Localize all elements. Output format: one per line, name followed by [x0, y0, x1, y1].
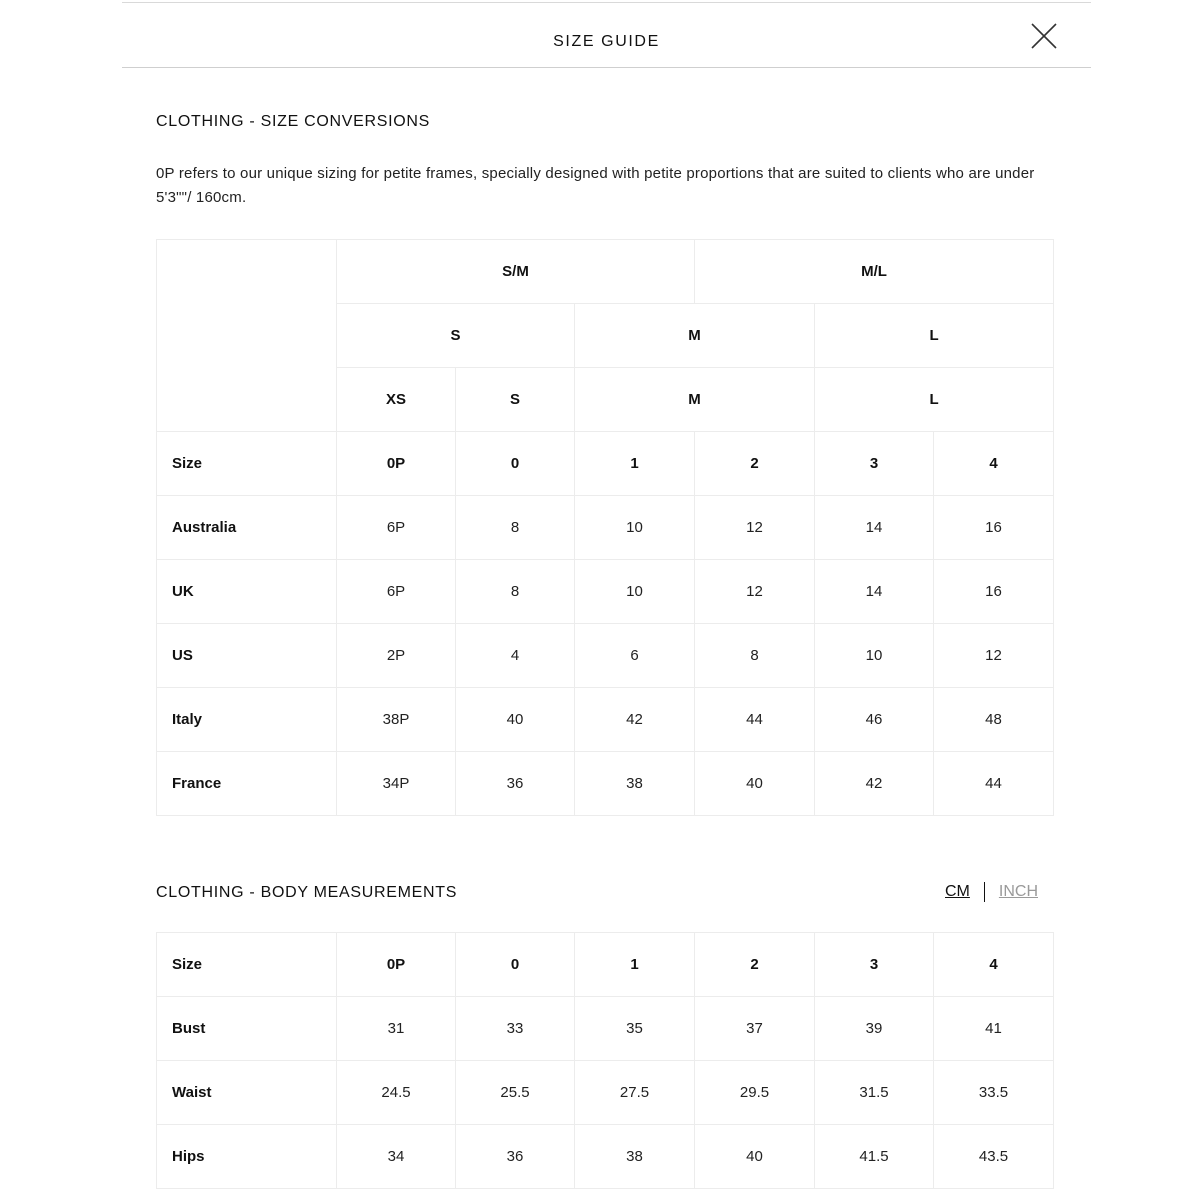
table-cell: 34P	[337, 752, 456, 816]
size-guide-modal	[122, 0, 1091, 1200]
table-cell: 40	[695, 752, 815, 816]
close-button[interactable]	[1029, 21, 1059, 51]
unit-inch-link[interactable]: INCH	[998, 883, 1038, 900]
group-header: M	[575, 304, 815, 368]
size-header-cell: 3	[815, 933, 934, 997]
table-cell: 44	[695, 688, 815, 752]
group-header: M	[575, 368, 815, 432]
table-cell: 10	[815, 624, 934, 688]
row-label: Size	[157, 432, 337, 496]
table-row	[157, 1061, 1054, 1125]
table-cell: 38	[575, 1125, 695, 1189]
table-cell: 6P	[337, 560, 456, 624]
table-cell: 38	[575, 752, 695, 816]
table-cell: 31.5	[815, 1061, 934, 1125]
table-cell: 12	[695, 560, 815, 624]
table-cell: 2P	[337, 624, 456, 688]
table-row	[157, 688, 1054, 752]
size-conversion-table	[156, 239, 1054, 816]
table-cell: 40	[695, 1125, 815, 1189]
table-cell: 8	[695, 624, 815, 688]
table-cell: 10	[575, 560, 695, 624]
close-icon	[1029, 21, 1059, 51]
group-header: S	[337, 304, 575, 368]
table-cell: 44	[934, 752, 1054, 816]
table-cell: 31	[337, 997, 456, 1061]
table-cell: 46	[815, 688, 934, 752]
table-row	[157, 933, 1054, 997]
table-cell: 29.5	[695, 1061, 815, 1125]
size-header-cell: 0P	[337, 933, 456, 997]
table-cell: 8	[456, 560, 575, 624]
group-header: S	[456, 368, 575, 432]
modal-title: SIZE GUIDE	[553, 33, 660, 50]
table-cell: 36	[456, 1125, 575, 1189]
group-header: S/M	[337, 240, 695, 304]
table-row	[157, 624, 1054, 688]
table-cell: 39	[815, 997, 934, 1061]
table-cell: 12	[695, 496, 815, 560]
conversions-section-title: CLOTHING - SIZE CONVERSIONS	[156, 113, 431, 130]
table-cell: 24.5	[337, 1061, 456, 1125]
measurements-section-title: CLOTHING - BODY MEASUREMENTS	[156, 884, 458, 901]
table-row	[157, 240, 1054, 304]
size-header-cell: 0	[456, 432, 575, 496]
table-cell: 25.5	[456, 1061, 575, 1125]
table-cell: 40	[456, 688, 575, 752]
group-header: XS	[337, 368, 456, 432]
body-measurements-table	[156, 932, 1054, 1189]
size-header-cell: 2	[695, 933, 815, 997]
table-cell: 48	[934, 688, 1054, 752]
table-row	[157, 997, 1054, 1061]
size-header-cell: 0P	[337, 432, 456, 496]
table-row	[157, 1125, 1054, 1189]
group-header: M/L	[695, 240, 1054, 304]
table-cell: 14	[815, 560, 934, 624]
table-cell: 37	[695, 997, 815, 1061]
group-header: L	[815, 368, 1054, 432]
table-cell: 41.5	[815, 1125, 934, 1189]
table-cell: 6	[575, 624, 695, 688]
size-header-cell: 4	[934, 432, 1054, 496]
table-cell: 34	[337, 1125, 456, 1189]
table-cell: 14	[815, 496, 934, 560]
table-cell: 38P	[337, 688, 456, 752]
table-cell: 42	[815, 752, 934, 816]
table-cell: 41	[934, 997, 1054, 1061]
table-cell: 6P	[337, 496, 456, 560]
modal-header	[122, 3, 1091, 68]
row-label: France	[157, 752, 337, 816]
unit-toggle	[945, 882, 1038, 902]
row-label: Waist	[157, 1061, 337, 1125]
size-header-cell: 0	[456, 933, 575, 997]
group-header: L	[815, 304, 1054, 368]
unit-cm-link[interactable]: CM	[945, 883, 970, 900]
size-header-cell: 2	[695, 432, 815, 496]
table-row	[157, 496, 1054, 560]
table-cell: 33.5	[934, 1061, 1054, 1125]
table-row	[157, 752, 1054, 816]
table-cell: 33	[456, 997, 575, 1061]
unit-divider	[984, 882, 985, 902]
table-cell: 42	[575, 688, 695, 752]
table-cell: 35	[575, 997, 695, 1061]
table-cell: 10	[575, 496, 695, 560]
table-cell: 4	[456, 624, 575, 688]
size-header-cell: 1	[575, 933, 695, 997]
table-cell: 16	[934, 496, 1054, 560]
table-cell: 43.5	[934, 1125, 1054, 1189]
table-row	[157, 432, 1054, 496]
table-cell: 8	[456, 496, 575, 560]
size-header-cell: 4	[934, 933, 1054, 997]
row-label: Australia	[157, 496, 337, 560]
table-cell: 12	[934, 624, 1054, 688]
table-cell: 27.5	[575, 1061, 695, 1125]
row-label: Hips	[157, 1125, 337, 1189]
size-header-cell: 3	[815, 432, 934, 496]
table-row	[157, 560, 1054, 624]
table-cell: 36	[456, 752, 575, 816]
petite-sizing-note: 0P refers to our unique sizing for petite frames, specially designed with petite proportions that are suited to clients who are under 5'3""/ 160cm.	[156, 165, 1035, 206]
row-label: Bust	[157, 997, 337, 1061]
empty-corner-cell	[157, 240, 337, 432]
size-header-cell: 1	[575, 432, 695, 496]
row-label: Italy	[157, 688, 337, 752]
row-label: UK	[157, 560, 337, 624]
row-label: Size	[157, 933, 337, 997]
row-label: US	[157, 624, 337, 688]
table-cell: 16	[934, 560, 1054, 624]
